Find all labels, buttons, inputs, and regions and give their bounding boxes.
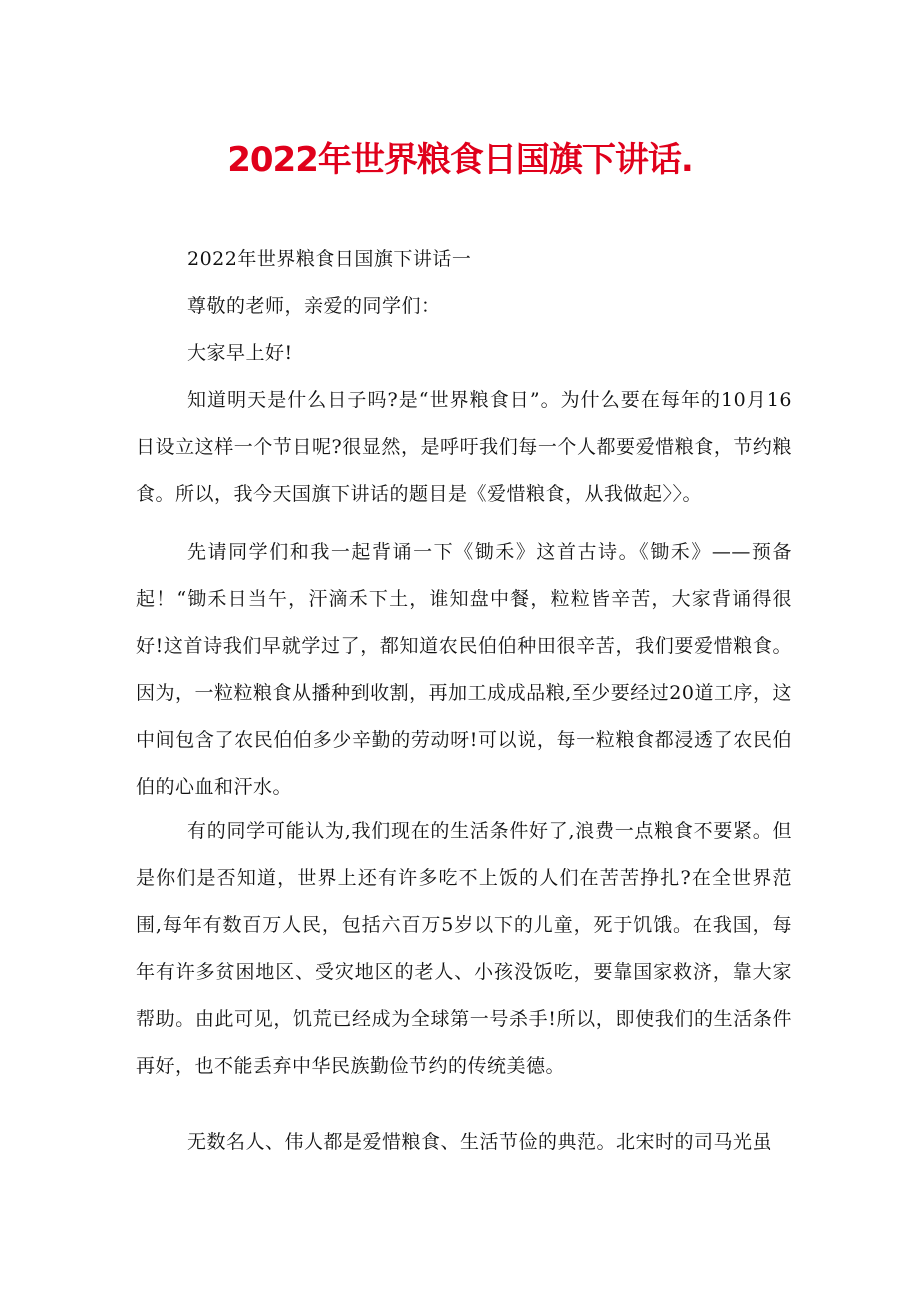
waste-block <box>136 808 792 1090</box>
document-title: 2022年世界粮食日国旗下讲话. <box>227 140 693 180</box>
paragraph-examples: 无数名人、伟人都是爱惜粮食、生活节俭的典范。北宋时的司马光虽 <box>187 1131 773 1153</box>
morning-block <box>136 330 792 377</box>
poem-block <box>136 529 792 811</box>
intro-block <box>136 377 792 518</box>
paragraph-greeting: 大家早上好! <box>187 342 293 364</box>
paragraph-waste: 有的同学可能认为,我们现在的生活条件好了,浪费一点粮食不要紧。但是你们是否知道，世界上还有许多吃不上饭的人们在苦苦挣扎?在全世界范围,每年有数百万人民，包括六百万5岁以下的儿童，死于饥饿。在我国，每年有许多贫困地区、受灾地区的老人、小孩没饭吃，要靠国家救济，靠大家帮助。由此可见，饥荒已经成为全球第一号杀手!所以，即使我们的生活条件再好，也不能丢弃中华民族勤俭节约的传统美德。 <box>136 820 792 1077</box>
paragraph-salutation: 尊敬的老师，亲爱的同学们： <box>187 295 441 317</box>
document-body <box>136 236 792 283</box>
paragraph-intro: 知道明天是什么日子吗?是“世界粮食日”。为什么要在每年的10月16日设立这样一个节日呢?很显然，是呼吁我们每一个人都要爱惜粮食，节约粮食。所以，我今天国旗下讲话的题目是《爱惜粮食，从我做起〉〉。 <box>136 389 792 505</box>
paragraph-poem: 先请同学们和我一起背诵一下《锄禾》这首古诗。《锄禾》——预备起！“锄禾日当午，汗滴禾下土，谁知盘中餐，粒粒皆辛苦，大家背诵得很好!这首诗我们早就学过了，都知道农民伯伯种田很辛苦，我们要爱惜粮食。因为，一粒粒粮食从播种到收割，再加工成成品粮,至少要经过20道工序，这中间包含了农民伯伯多少辛勤的劳动呀!可以说，每一粒粮食都浸透了农民伯伯的心血和汗水。 <box>136 541 792 798</box>
paragraph-heading: 2022年世界粮食日国旗下讲话一 <box>187 248 472 270</box>
greeting-block <box>136 283 792 330</box>
examples-block <box>136 1119 792 1166</box>
